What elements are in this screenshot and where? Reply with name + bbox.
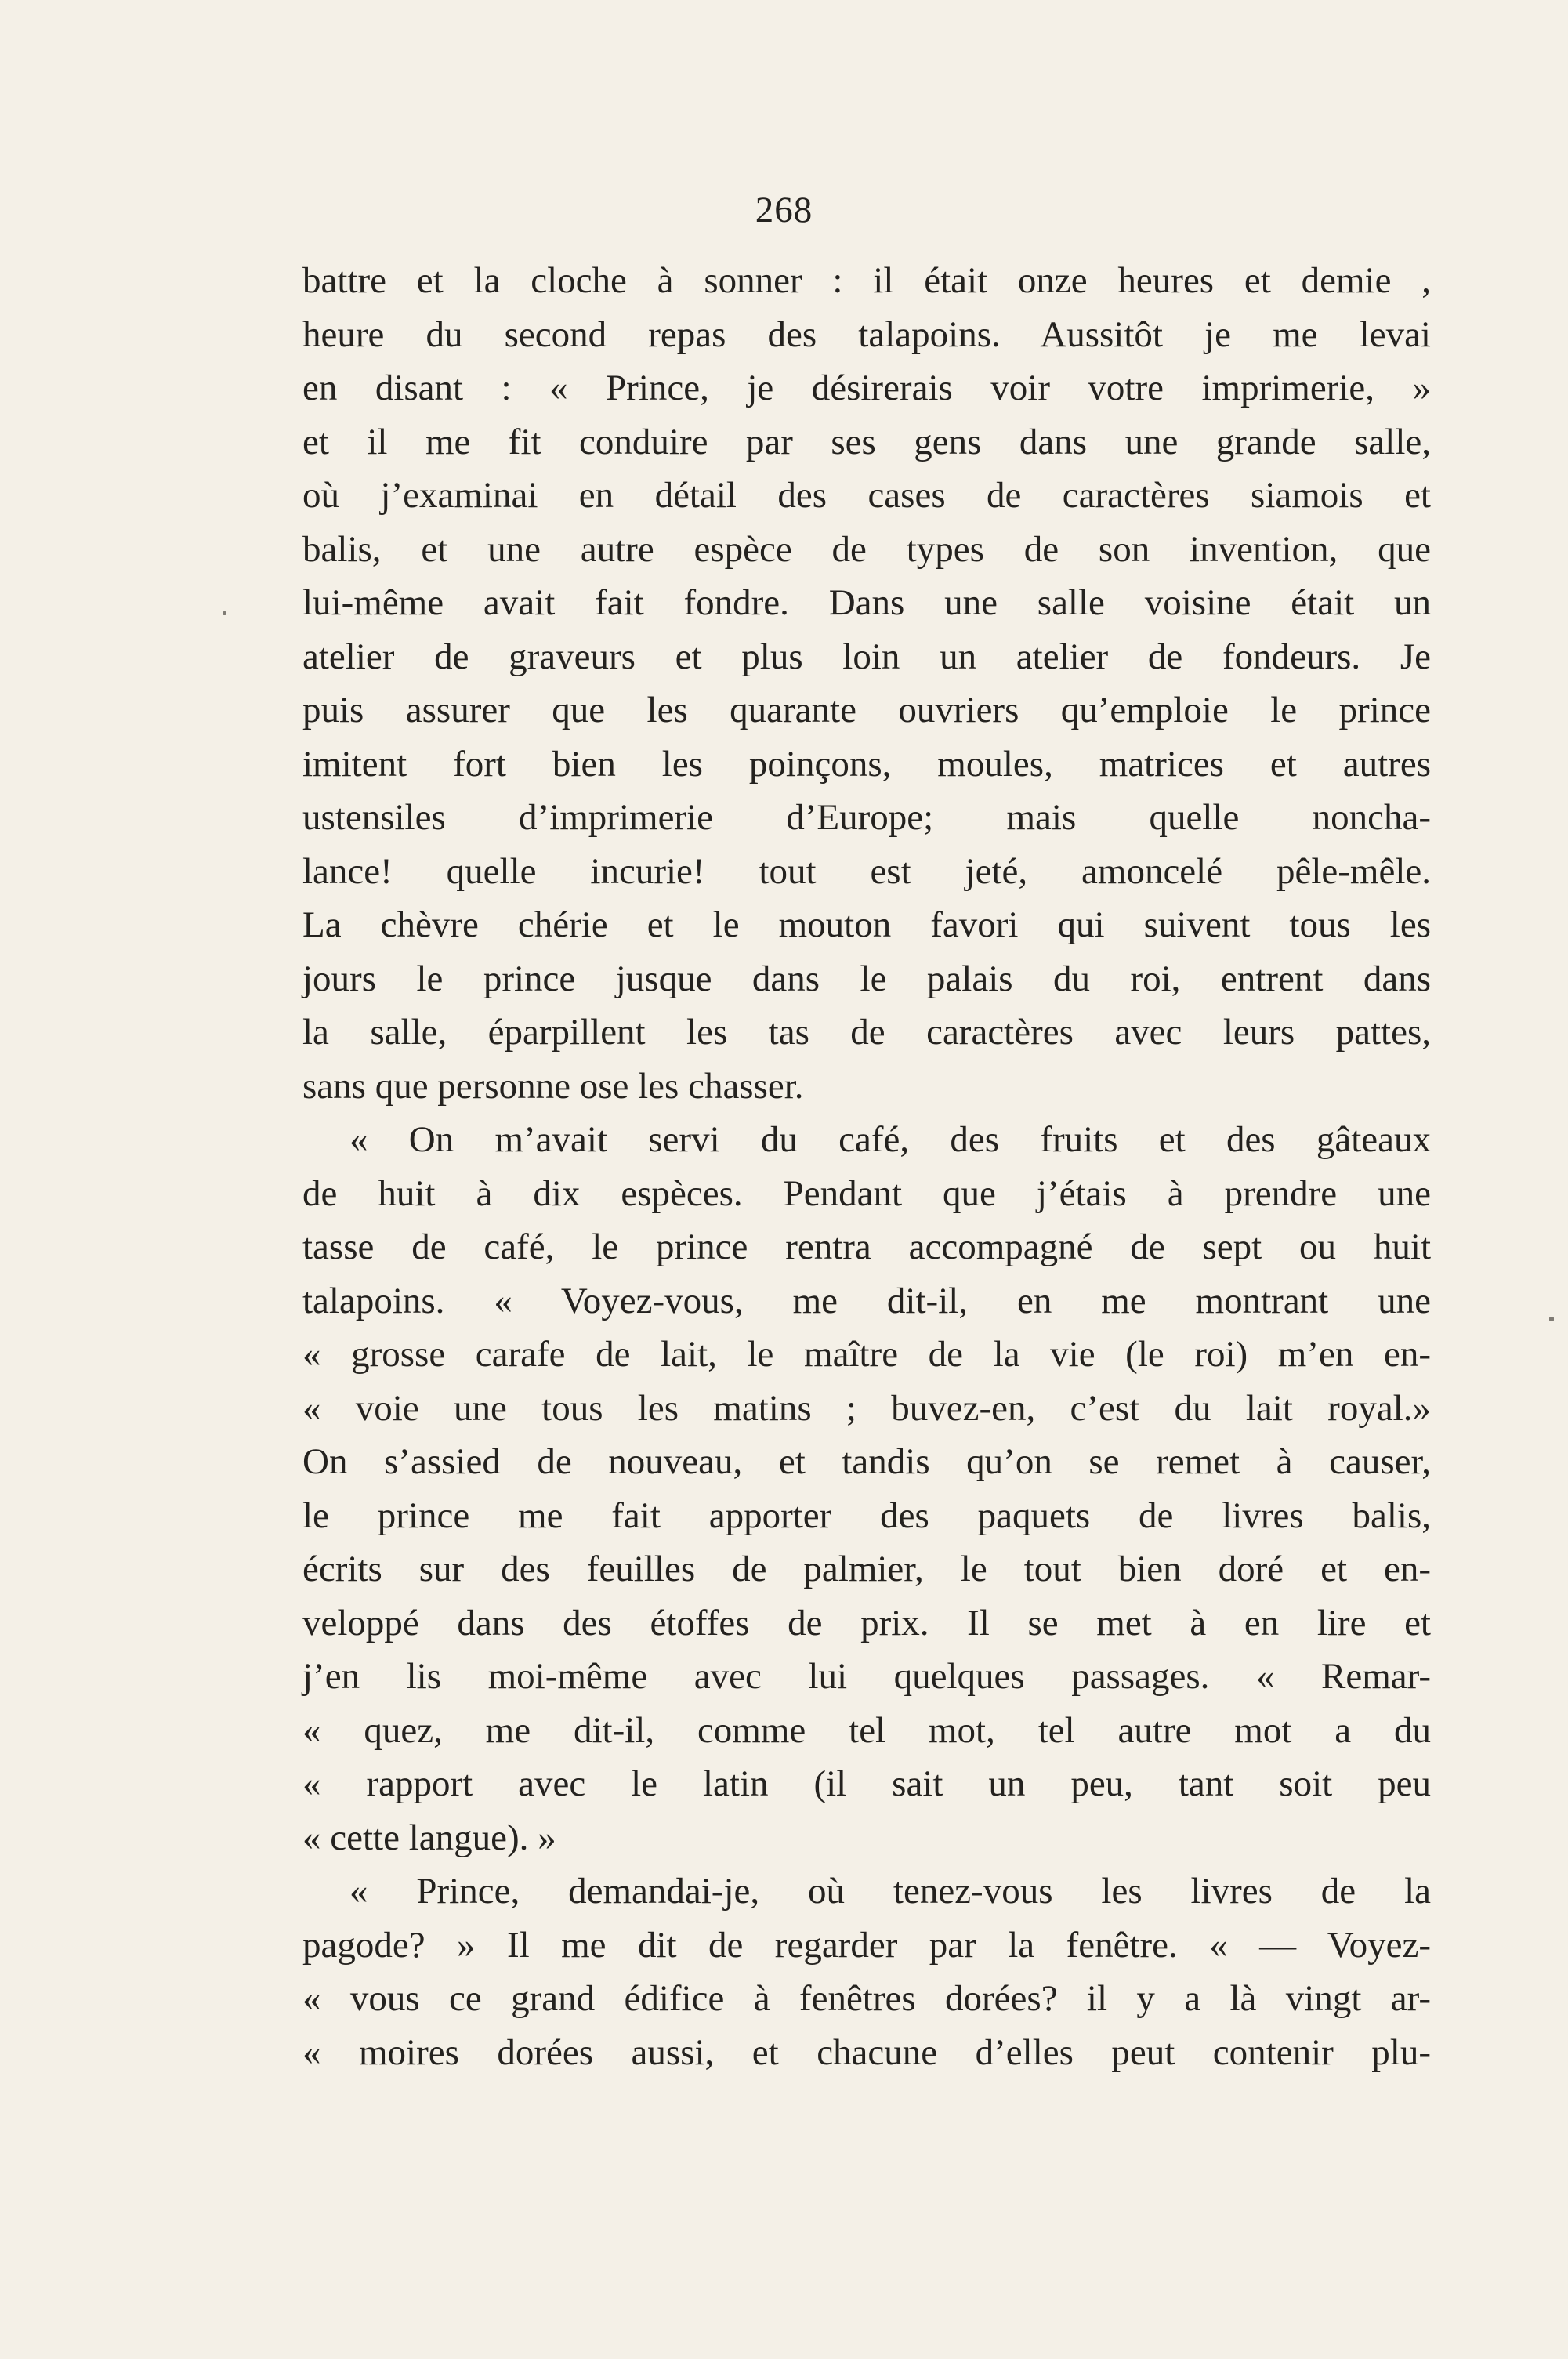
text-line: de huit à dix espèces. Pendant que j’étais à prendre une bbox=[302, 1172, 1431, 1214]
page-number: 268 bbox=[755, 190, 813, 230]
text-line: imitent fort bien les poinçons, moules, matrices et autres bbox=[302, 743, 1431, 785]
text-line: « cette langue). » bbox=[302, 1817, 556, 1858]
text-line: veloppé dans des étoffes de prix. Il se met à en lire et bbox=[302, 1602, 1431, 1643]
text-line: jours le prince jusque dans le palais du roi, entrent dans bbox=[302, 958, 1431, 999]
text-line: et il me fit conduire par ses gens dans une grande salle, bbox=[302, 421, 1431, 462]
text-line: le prince me fait apporter des paquets de livres balis, bbox=[302, 1495, 1431, 1536]
text-line: On s’assied de nouveau, et tandis qu’on se remet à causer, bbox=[302, 1441, 1431, 1482]
text-line: où j’examinai en détail des cases de caractères siamois et bbox=[302, 475, 1431, 516]
text-line: balis, et une autre espèce de types de son invention, que bbox=[302, 528, 1431, 570]
text-line: « On m’avait servi du café, des fruits et des gâteaux bbox=[349, 1119, 1431, 1160]
text-line: talapoins. « Voyez-vous, me dit-il, en me montrant une bbox=[302, 1280, 1431, 1321]
text-line: « Prince, demandai-je, où tenez-vous les livres de la bbox=[349, 1871, 1431, 1911]
text-line: sans que personne ose les chasser. bbox=[302, 1065, 804, 1107]
text-line: tasse de café, le prince rentra accompagné de sept ou huit bbox=[302, 1227, 1431, 1267]
text-line: puis assurer que les quarante ouvriers qu’emploie le prince bbox=[302, 690, 1431, 730]
text-line: en disant : « Prince, je désirerais voir votre imprimerie, » bbox=[302, 368, 1431, 408]
text-line: pagode? » Il me dit de regarder par la fenêtre. « — Voyez- bbox=[302, 1924, 1431, 1966]
text-line: « grosse carafe de lait, le maître de la vie (le roi) m’en en- bbox=[302, 1334, 1431, 1375]
text-line: heure du second repas des talapoins. Aussitôt je me levai bbox=[302, 313, 1431, 355]
text-line: battre et la cloche à sonner : il était onze heures et demie , bbox=[302, 260, 1431, 301]
text-line: ustensiles d’imprimerie d’Europe; mais quelle noncha- bbox=[302, 797, 1431, 838]
text-line: La chèvre chérie et le mouton favori qui suivent tous les bbox=[302, 904, 1431, 945]
text-line: « moires dorées aussi, et chacune d’elles peut contenir plu- bbox=[302, 2031, 1431, 2073]
text-line: « rapport avec le latin (il sait un peu, tant soit peu bbox=[302, 1763, 1431, 1804]
text-line: écrits sur des feuilles de palmier, le tout bien doré et en- bbox=[302, 1549, 1431, 1589]
text-line: « voie une tous les matins ; buvez-en, c’est du lait royal.» bbox=[302, 1387, 1431, 1429]
body-text bbox=[302, 254, 1431, 2079]
text-line: lance! quelle incurie! tout est jeté, amoncelé pêle-mêle. bbox=[302, 850, 1431, 892]
text-line: la salle, éparpillent les tas de caractères avec leurs pattes, bbox=[302, 1012, 1431, 1053]
text-line: « quez, me dit-il, comme tel mot, tel autre mot a du bbox=[302, 1709, 1431, 1751]
paper-speck bbox=[1549, 1317, 1554, 1321]
paper-speck bbox=[223, 611, 226, 615]
text-line: j’en lis moi-même avec lui quelques passages. « Remar- bbox=[302, 1656, 1431, 1697]
text-line: atelier de graveurs et plus loin un atelier de fondeurs. Je bbox=[302, 636, 1431, 677]
text-line: « vous ce grand édifice à fenêtres dorées? il y a là vingt ar- bbox=[302, 1978, 1431, 2019]
text-line: lui-même avait fait fondre. Dans une salle voisine était un bbox=[302, 582, 1431, 623]
